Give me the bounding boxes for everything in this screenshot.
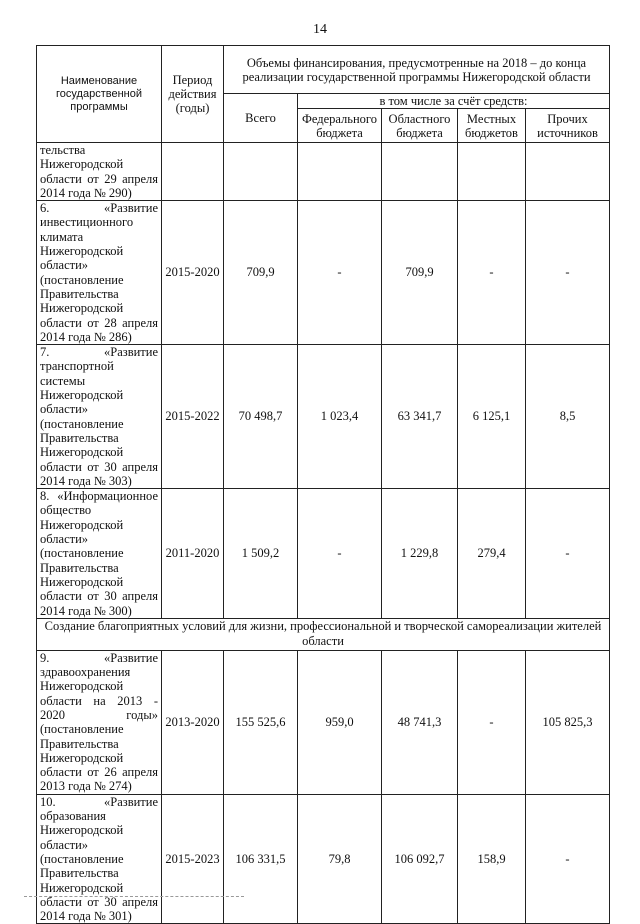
other-cell: 8,5 [526,345,610,489]
regional-cell: 63 341,7 [382,345,458,489]
local-cell: 279,4 [458,489,526,619]
period-cell: 2015-2022 [162,345,224,489]
table-row [37,345,610,489]
header-other: Прочих источников [526,109,610,143]
total-cell: 106 331,5 [224,794,298,924]
section-row [37,618,610,650]
header-regional: Областного бюджета [382,109,458,143]
total-cell [224,143,298,201]
program-name: 6. «Развитие инвестиционного климата Нижегородской области» (постановление Правительства Нижегородской области от 28 апреля 2014 года № 286) [37,201,162,345]
program-name: 8. «Информационное общество Нижегородской области» (постановление Правительства Нижегородской области от 30 апреля 2014 года № 300) [37,489,162,619]
header-period: Период действия (годы) [162,46,224,143]
period-cell: 2013-2020 [162,650,224,794]
header-local: Местных бюджетов [458,109,526,143]
local-cell: - [458,201,526,345]
regional-cell: 48 741,3 [382,650,458,794]
program-name: 10. «Развитие образования Нижегородской области» (постановление Правительства Нижегородской области от 30 апреля 2014 года № 301) [37,794,162,924]
program-name: тельства Нижегородской области от 29 апреля 2014 года № 290) [37,143,162,201]
section-title: Создание благоприятных условий для жизни, профессиональной и творческой самореализации жителей области [37,618,610,650]
federal-cell: 79,8 [298,794,382,924]
regional-cell: 106 092,7 [382,794,458,924]
local-cell: - [458,650,526,794]
header-financing-volumes: Объемы финансирования, предусмотренные на 2018 – до конца реализации государственной программы Нижегородской области [224,46,610,94]
local-cell [458,143,526,201]
other-cell [526,143,610,201]
other-cell: - [526,489,610,619]
regional-cell: 709,9 [382,201,458,345]
program-name: 9. «Развитие здравоохранения Нижегородской области на 2013 - 2020 годы» (постановление Правительства Нижегородской области от 26 апреля 2013 года № 274) [37,650,162,794]
table-row [37,489,610,619]
total-cell: 155 525,6 [224,650,298,794]
federal-cell: - [298,489,382,619]
total-cell: 70 498,7 [224,345,298,489]
local-cell: 6 125,1 [458,345,526,489]
other-cell: 105 825,3 [526,650,610,794]
table-row [37,794,610,924]
page-bottom-divider [24,896,244,897]
table-row [37,201,610,345]
federal-cell [298,143,382,201]
table-row [37,650,610,794]
period-cell: 2015-2023 [162,794,224,924]
page-number: 14 [313,22,327,37]
header-total: Всего [224,94,298,143]
other-cell: - [526,201,610,345]
federal-cell: - [298,201,382,345]
total-cell: 709,9 [224,201,298,345]
header-including: в том числе за счёт средств: [298,94,610,109]
period-cell [162,143,224,201]
federal-cell: 959,0 [298,650,382,794]
header-federal: Федерального бюджета [298,109,382,143]
period-cell: 2015-2020 [162,201,224,345]
period-cell: 2011-2020 [162,489,224,619]
table-row [37,143,610,201]
total-cell: 1 509,2 [224,489,298,619]
program-name: 7. «Развитие транспортной системы Нижегородской области» (постановление Правительства Нижегородской области от 30 апреля 2014 года № 303) [37,345,162,489]
regional-cell [382,143,458,201]
header-program-name: Наименование государственной программы [37,46,162,143]
regional-cell: 1 229,8 [382,489,458,619]
federal-cell: 1 023,4 [298,345,382,489]
other-cell: - [526,794,610,924]
local-cell: 158,9 [458,794,526,924]
financing-table [36,45,610,924]
